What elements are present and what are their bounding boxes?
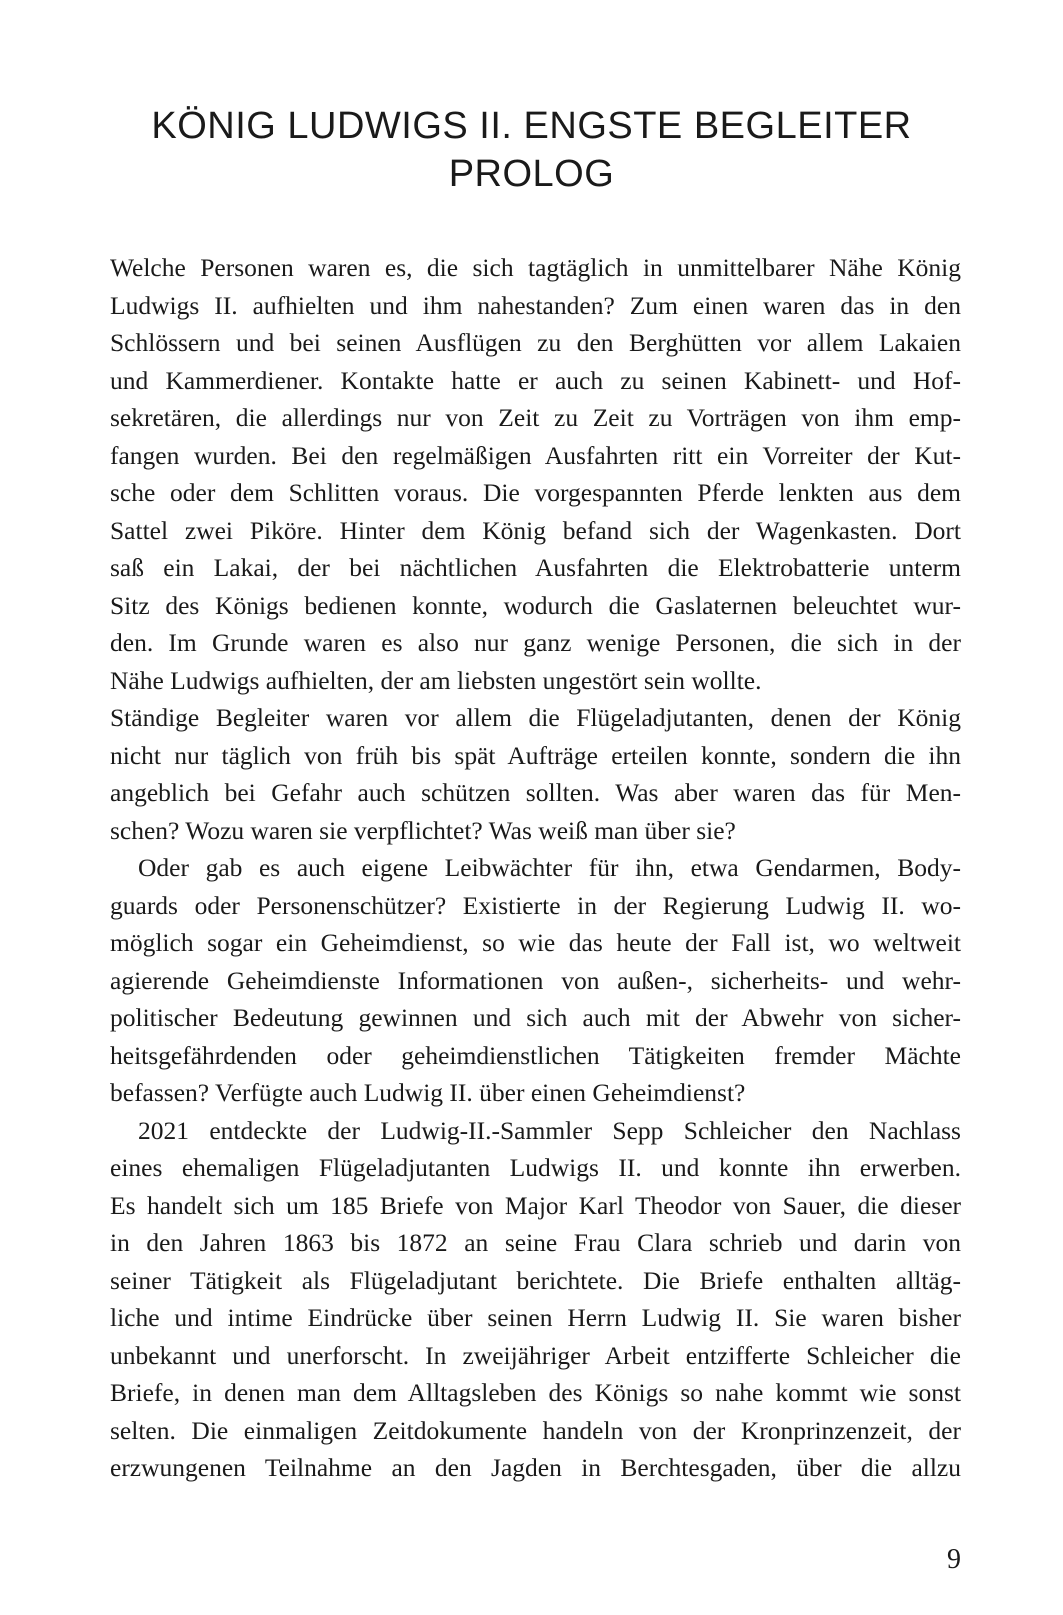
text-line: sche oder dem Schlitten voraus. Die vorgespannten Pferde lenkten aus dem	[110, 478, 961, 507]
chapter-subtitle: PROLOG	[448, 153, 615, 195]
text-line: den. Im Grunde waren es also nur ganz wenige Personen, die sich in der	[110, 628, 961, 657]
text-line: Briefe, in denen man dem Alltagsleben des Königs so nahe kommt wie sonst	[110, 1378, 961, 1407]
text-line: agierende Geheimdienste Informationen von außen-, sicherheits- und wehr-	[110, 965, 961, 995]
text-line: unbekannt und unerforscht. In zweijähriger Arbeit entzifferte Schleicher die	[110, 1340, 961, 1370]
text-line: Es handelt sich um 185 Briefe von Major Karl Theodor von Sauer, die dieser	[110, 1190, 961, 1220]
text-line: guards oder Personenschützer? Existierte in der Regierung Ludwig II. wo-	[110, 890, 961, 920]
text-line: möglich sogar ein Geheimdienst, so wie das heute der Fall ist, wo weltweit	[110, 928, 961, 957]
text-line: seiner Tätigkeit als Flügeladjutant berichtete. Die Briefe enthalten alltäg-	[110, 1265, 961, 1295]
page-number: 9	[947, 1544, 961, 1575]
text-line: Oder gab es auch eigene Leibwächter für ihn, etwa Gendarmen, Body-	[138, 853, 961, 882]
text-line: Ständige Begleiter waren vor allem die Flügeladjutanten, denen der König	[110, 703, 961, 732]
text-line: sekretären, die allerdings nur von Zeit zu Zeit zu Vorträgen von ihm emp-	[110, 403, 961, 432]
text-line: heitsgefährdenden oder geheimdienstlichen Tätigkeiten fremder Mächte	[110, 1040, 961, 1070]
body-text	[110, 249, 961, 1487]
text-line: und Kammerdiener. Kontakte hatte er auch zu seinen Kabinett- und Hof-	[110, 365, 961, 395]
text-line: fangen wurden. Bei den regelmäßigen Ausfahrten ritt ein Vorreiter der Kut-	[110, 440, 961, 470]
text-line: Welche Personen waren es, die sich tagtäglich in unmittelbarer Nähe König	[110, 253, 961, 282]
text-line: Nähe Ludwigs aufhielten, der am liebsten ungestört sein wollte.	[110, 665, 762, 695]
text-line: Sitz des Königs bedienen konnte, wodurch die Gaslaternen beleuchtet wur-	[110, 590, 961, 620]
text-line: in den Jahren 1863 bis 1872 an seine Frau Clara schrieb und darin von	[110, 1228, 961, 1257]
text-line: schen? Wozu waren sie verpflichtet? Was weiß man über sie?	[110, 815, 736, 845]
text-line: Sattel zwei Piköre. Hinter dem König befand sich der Wagenkasten. Dort	[110, 515, 961, 545]
text-line: Schlössern und bei seinen Ausflügen zu den Berghütten vor allem Lakaien	[110, 328, 961, 357]
text-line: 2021 entdeckte der Ludwig-II.-Sammler Sepp Schleicher den Nachlass	[138, 1115, 961, 1145]
text-line: angeblich bei Gefahr auch schützen sollten. Was aber waren das für Men-	[110, 778, 961, 807]
text-line: Ludwigs II. aufhielten und ihm nahestanden? Zum einen waren das in den	[110, 290, 961, 320]
text-line: nicht nur täglich von früh bis spät Aufträge erteilen konnte, sondern die ihn	[110, 740, 961, 770]
text-line: erzwungenen Teilnahme an den Jagden in Berchtesgaden, über die allzu	[110, 1453, 961, 1482]
text-line: selten. Die einmaligen Zeitdokumente handeln von der Kronprinzenzeit, der	[110, 1415, 961, 1445]
text-line: befassen? Verfügte auch Ludwig II. über einen Geheimdienst?	[110, 1078, 746, 1107]
chapter-title: KÖNIG LUDWIGS II. ENGSTE BEGLEITER	[151, 105, 912, 147]
text-line: liche und intime Eindrücke über seinen Herrn Ludwig II. Sie waren bisher	[110, 1303, 961, 1332]
text-line: saß ein Lakai, der bei nächtlichen Ausfahrten die Elektrobatterie unterm	[110, 553, 961, 582]
text-line: eines ehemaligen Flügeladjutanten Ludwigs II. und konnte ihn erwerben.	[110, 1153, 961, 1182]
text-line: politischer Bedeutung gewinnen und sich auch mit der Abwehr von sicher-	[110, 1003, 961, 1032]
